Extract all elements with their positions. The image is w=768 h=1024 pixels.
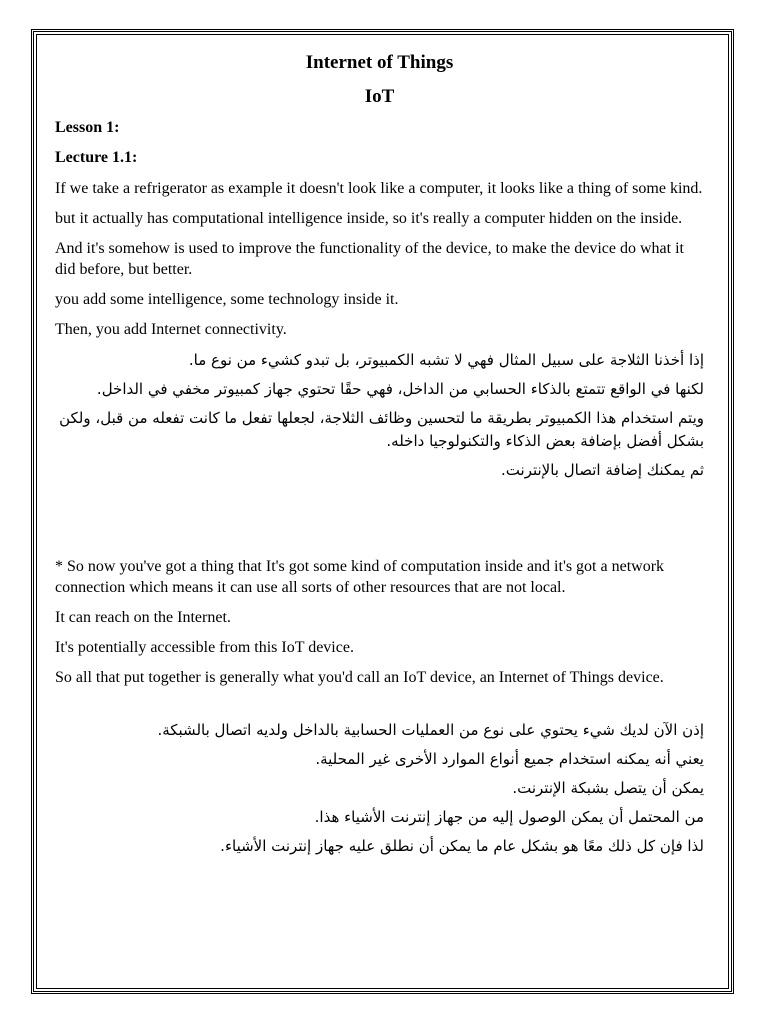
english-paragraph: * So now you've got a thing that It's got some kind of computation inside and it's got a network connection which means it can use all sorts of other resources that are not local. [55, 558, 665, 596]
arabic-paragraph: لذا فإن كل ذلك معًا هو بشكل عام ما يمكن أن نطلق عليه جهاز إنترنت الأشياء. [220, 837, 704, 855]
arabic-paragraph: يمكن أن يتصل بشبكة الإنترنت. [512, 779, 704, 797]
document-subtitle: IoT [364, 86, 395, 107]
arabic-paragraph: إذا أخذنا الثلاجة على سبيل المثال فهي لا تشبه الكمبيوتر، بل تبدو كشيء من نوع ما. [188, 351, 704, 369]
arabic-paragraph: من المحتمل أن يمكن الوصول إليه من جهاز إنترنت الأشياء هذا. [314, 808, 704, 826]
english-paragraph: Then, you add Internet connectivity. [55, 321, 287, 338]
arabic-paragraph: ويتم استخدام هذا الكمبيوتر بطريقة ما لتحسين وظائف الثلاجة، لجعلها تفعل ما كانت تفعله من قبل، ولكن بشكل أفضل بإضافة بعض الذكاء والتكنولوجيا داخله. [59, 409, 704, 450]
section-gap [55, 697, 704, 719]
arabic-paragraph: لكنها في الواقع تتمتع بالذكاء الحسابي من الداخل، فهي حقًا تحتوي جهاز كمبيوتر مخفي في الداخل. [96, 380, 704, 398]
english-paragraph: So all that put together is generally what you'd call an IoT device, an Internet of Things device. [55, 669, 664, 686]
arabic-paragraph: ثم يمكنك إضافة اتصال بالإنترنت. [501, 461, 704, 479]
document-body [55, 50, 704, 864]
english-paragraph: It's potentially accessible from this IoT device. [55, 639, 354, 656]
lecture-heading: Lecture 1.1: [55, 149, 138, 166]
english-paragraph: you add some intelligence, some technology inside it. [55, 291, 399, 308]
arabic-paragraph: إذن الآن لديك شيء يحتوي على نوع من العمليات الحسابية بالداخل ولديه اتصال بالشبكة. [157, 721, 704, 739]
document-title: Internet of Things [305, 52, 454, 73]
lesson-heading: Lesson 1: [55, 119, 120, 136]
english-paragraph: And it's somehow is used to improve the functionality of the device, to make the device do what it did before, but better. [55, 240, 684, 278]
english-paragraph: but it actually has computational intelligence inside, so it's really a computer hidden on the inside. [55, 210, 683, 227]
english-paragraph: It can reach on the Internet. [55, 609, 231, 626]
english-paragraph: If we take a refrigerator as example it doesn't look like a computer, it looks like a thing of some kind. [55, 180, 703, 197]
arabic-paragraph: يعني أنه يمكنه استخدام جميع أنواع الموارد الأخرى غير المحلية. [315, 750, 704, 768]
section-gap [55, 488, 704, 556]
